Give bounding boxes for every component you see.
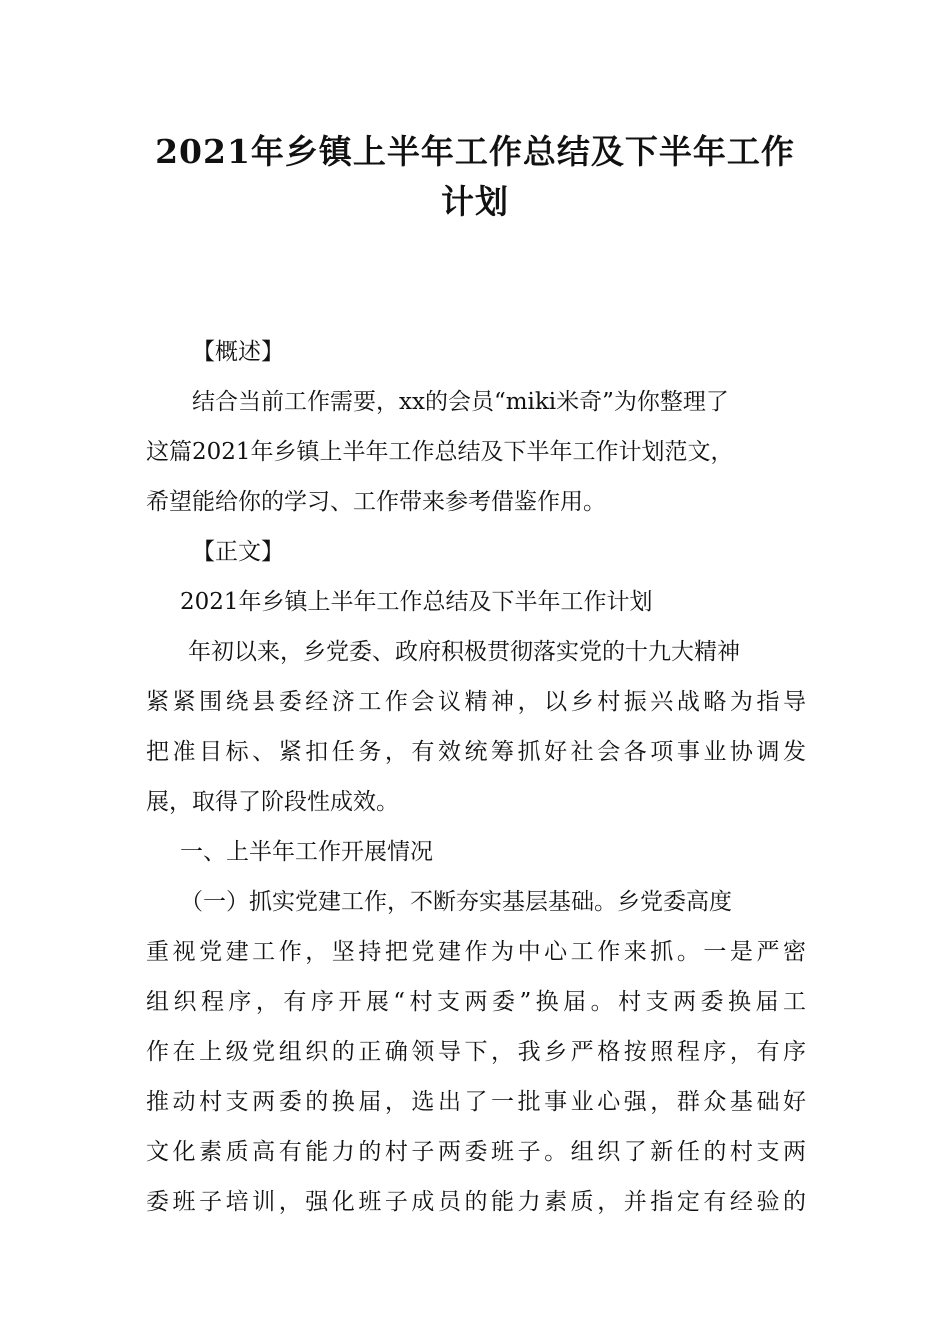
document-title-line-1: 2021年乡镇上半年工作总结及下半年工作 — [155, 132, 795, 171]
paragraph-line: 重视党建工作，坚持把党建作为中心工作来抓。一是严密 — [146, 939, 806, 965]
section-heading-main-text: 【正文】 — [192, 539, 284, 565]
section-heading-first-half: 一、上半年工作开展情况 — [180, 839, 433, 865]
paragraph-line: 紧紧围绕县委经济工作会议精神，以乡村振兴战略为指导 — [146, 689, 806, 715]
paragraph-line: 年初以来，乡党委、政府积极贯彻落实党的十九大精神 — [188, 639, 740, 665]
document-title-line-2: 计划 — [441, 182, 509, 221]
paragraph-line: 结合当前工作需要，xx的会员“miki米奇”为你整理了 — [192, 389, 729, 415]
paragraph-line: 把准目标、紧扣任务，有效统筹抓好社会各项事业协调发 — [146, 739, 806, 765]
paragraph-line: 展，取得了阶段性成效。 — [146, 789, 399, 815]
paragraph-line: 这篇2021年乡镇上半年工作总结及下半年工作计划范文， — [146, 439, 734, 465]
paragraph-line: 推动村支两委的换届，选出了一批事业心强，群众基础好 — [146, 1089, 806, 1115]
paragraph-line: 委班子培训，强化班子成员的能力素质，并指定有经验的 — [146, 1189, 806, 1215]
paragraph-line: 组织程序，有序开展“村支两委”换届。村支两委换届工 — [146, 989, 806, 1015]
section-heading-overview: 【概述】 — [192, 339, 284, 365]
paragraph-line: 希望能给你的学习、工作带来参考借鉴作用。 — [146, 489, 606, 515]
paragraph-line: 文化素质高有能力的村子两委班子。组织了新任的村支两 — [146, 1139, 806, 1165]
paragraph-line: （一）抓实党建工作，不断夯实基层基础。乡党委高度 — [180, 889, 732, 915]
body-title-line: 2021年乡镇上半年工作总结及下半年工作计划 — [180, 589, 653, 615]
paragraph-line: 作在上级党组织的正确领导下，我乡严格按照程序，有序 — [146, 1039, 806, 1065]
